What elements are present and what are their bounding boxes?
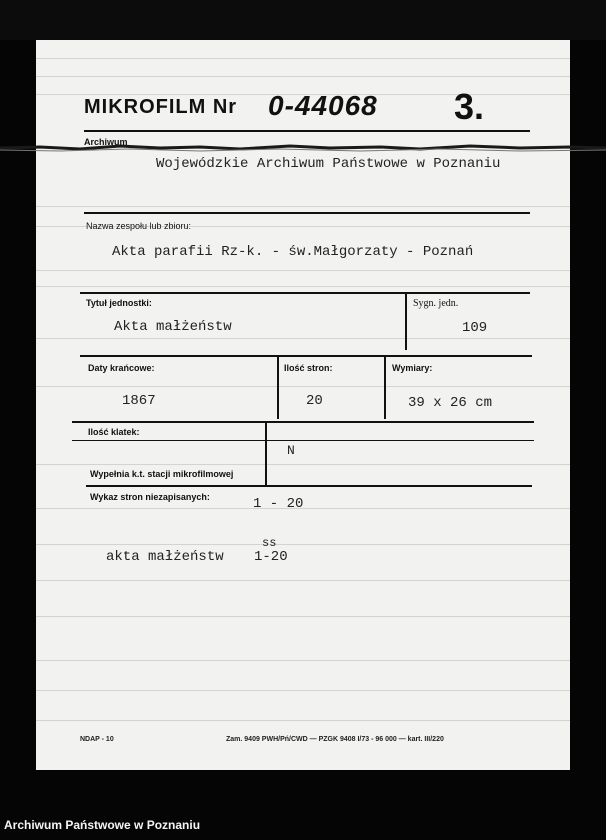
note-ss: ss (262, 536, 277, 550)
signature-value: 109 (462, 320, 488, 336)
divider (72, 421, 534, 423)
divider (405, 292, 407, 350)
film-border (0, 0, 606, 40)
ruled-line (36, 720, 570, 721)
ruled-line (36, 338, 570, 339)
ruled-line (36, 464, 570, 465)
divider (80, 355, 532, 357)
divider (84, 130, 530, 132)
ruled-line (36, 270, 570, 271)
fonds-label: Nazwa zespołu lub zbioru: (86, 221, 192, 231)
archive-value: Wojewódzkie Archiwum Państwowe w Poznaniu (156, 156, 501, 172)
ruled-line (36, 76, 570, 77)
ruled-line (36, 616, 570, 617)
pages-label: Ilość stron: (284, 363, 333, 373)
dimensions-value: 39 x 26 cm (408, 395, 493, 411)
frames-label: Ilość klatek: (88, 427, 140, 437)
divider (86, 485, 532, 487)
divider (384, 355, 386, 419)
dates-label: Daty krańcowe: (88, 363, 155, 373)
signature-label: Sygn. jedn. (413, 298, 459, 309)
station-label: Wypełnia k.t. stacji mikrofilmowej (90, 469, 234, 479)
station-value: N (287, 443, 295, 458)
pages-value: 20 (306, 393, 323, 409)
note-label: akta małżeństw (106, 549, 224, 565)
ruled-line (36, 58, 570, 59)
pages-list-label: Wykaz stron niezapisanych: (90, 492, 210, 502)
torn-edge (0, 144, 606, 152)
footer-form-code: NDAP - 10 (80, 736, 114, 743)
ruled-line (36, 660, 570, 661)
ruled-line (36, 206, 570, 207)
divider (80, 292, 530, 294)
unit-title-label: Tytuł jednostki: (86, 298, 152, 308)
archive-caption: Archiwum Państwowe w Poznaniu (4, 818, 201, 832)
note-value: 1-20 (254, 549, 288, 565)
dimensions-label: Wymiary: (392, 363, 433, 373)
dates-value: 1867 (122, 393, 156, 409)
sheet-number: 3. (454, 86, 485, 127)
divider (265, 423, 267, 487)
archive-label: Archiwum (84, 137, 128, 147)
divider (72, 440, 534, 441)
ruled-line (36, 386, 570, 387)
divider (277, 355, 279, 419)
microfilm-number: 0-44068 (268, 90, 378, 121)
card-title: MIKROFILM Nr (84, 96, 238, 118)
fonds-value: Akta parafii Rz-k. - św.Małgorzaty - Poznań (112, 244, 474, 260)
pages-list-value: 1 - 20 (253, 496, 304, 512)
ruled-line (36, 690, 570, 691)
footer-print-info: Zam. 9409 PWH/Pń/CWD — PZGK 9408 I/73 - 96 000 — kart. III/220 (226, 736, 444, 743)
divider (84, 212, 530, 214)
unit-title-value: Akta małżeństw (114, 319, 232, 335)
ruled-line (36, 286, 570, 287)
ruled-line (36, 580, 570, 581)
ruled-line (36, 544, 570, 545)
